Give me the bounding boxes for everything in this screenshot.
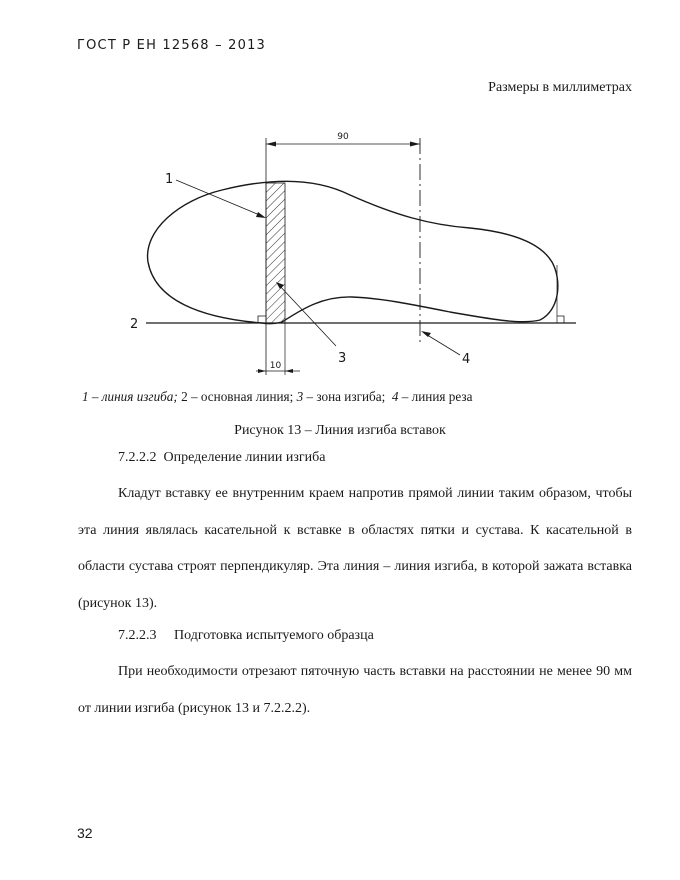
insole-outline bbox=[148, 181, 558, 323]
legend-item-1: 1 – линия изгиба; bbox=[82, 389, 178, 404]
section-number: 7.2.2.3 bbox=[118, 628, 157, 643]
legend-item-2: 2 – основная линия; bbox=[181, 389, 294, 404]
callout-4: 4 bbox=[462, 352, 471, 367]
dimension-90: 90 bbox=[337, 132, 349, 142]
figure-caption: Рисунок 13 – Линия изгиба вставок bbox=[234, 423, 446, 438]
units-note: Размеры в миллиметрах bbox=[488, 80, 632, 95]
dimension-10: 10 bbox=[269, 361, 282, 371]
section-number: 7.2.2.2 bbox=[118, 450, 157, 465]
section-heading-7-2-2-3 bbox=[118, 628, 374, 644]
section-heading-7-2-2-2 bbox=[118, 450, 325, 466]
callout-2: 2 bbox=[130, 317, 139, 332]
section-title: Определение линии изгиба bbox=[163, 450, 326, 465]
figure-legend bbox=[82, 389, 472, 405]
bend-zone bbox=[266, 183, 285, 323]
page-number: 32 bbox=[77, 825, 93, 841]
callout-1: 1 bbox=[165, 172, 174, 187]
document-header: ГОСТ Р ЕН 12568 – 2013 bbox=[77, 38, 267, 53]
legend-item-4: 4 – линия реза bbox=[391, 389, 473, 404]
paragraph-bend-line: Кладут вставку ее внутренним краем напротив прямой линии таким образом, чтобы эта линия являлась касательной к вставке в областях пятки и сустава. К касательной в области сустава строят перпендикуляр. Эта линия – линия изгиба, в которой зажата вставка (рисунок 13). bbox=[78, 486, 632, 611]
legend-item-3: 3 – зона изгиба; bbox=[296, 389, 386, 404]
insole-figure bbox=[0, 0, 680, 400]
callout-3: 3 bbox=[338, 351, 347, 366]
paragraph-specimen-prep: При необходимости отрезают пяточную часть вставки на расстоянии не менее 90 мм от линии изгиба (рисунок 13 и 7.2.2.2). bbox=[78, 664, 632, 716]
section-title: Подготовка испытуемого образца bbox=[174, 628, 374, 643]
